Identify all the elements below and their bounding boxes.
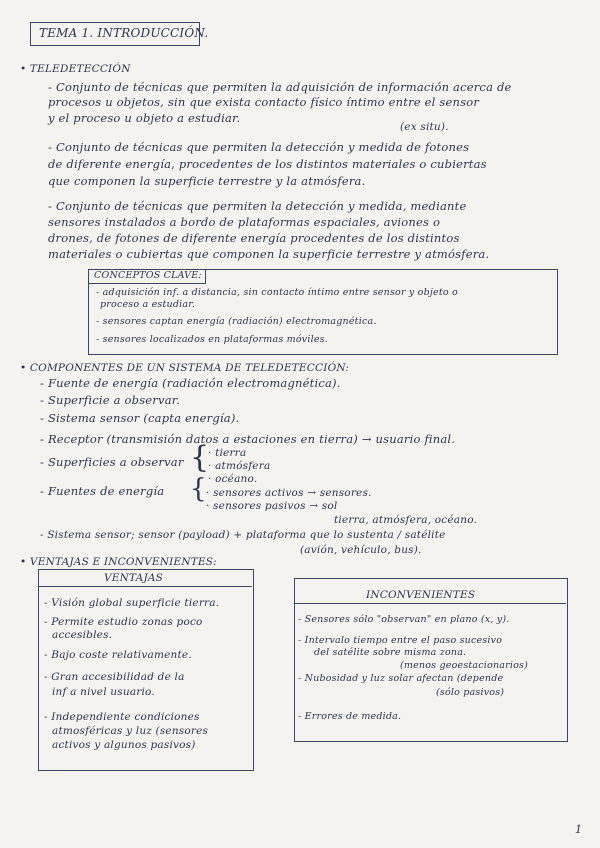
componentes-heading: • COMPONENTES DE UN SISTEMA DE TELEDETECCIÓN: bbox=[20, 362, 350, 374]
ventaja-5b: atmosféricas y luz (sensores bbox=[52, 725, 209, 737]
componente-4: - Receptor (transmisión datos a estaciones en tierra) → usuario final. bbox=[40, 432, 456, 446]
def3-line-4: materiales o cubiertas que componen la superficie terrestre y atmósfera. bbox=[48, 247, 490, 261]
sistema-line-2: (avión, vehículo, bus). bbox=[300, 544, 422, 556]
ventaja-2b: accesibles. bbox=[52, 629, 113, 641]
componente-3: - Sistema sensor (capta energía). bbox=[40, 411, 240, 425]
ventaja-2a: - Permite estudio zonas poco bbox=[44, 616, 203, 628]
title-box bbox=[30, 22, 209, 46]
concept-1b: proceso a estudiar. bbox=[100, 299, 196, 310]
inconveniente-2-note: (menos geoestacionarios) bbox=[400, 660, 529, 671]
ventaja-5c: activos y algunos pasivos) bbox=[52, 739, 196, 751]
superficie-oceano: · océano. bbox=[208, 473, 258, 485]
def1-line-1: - Conjunto de técnicas que permiten la adquisición de información acerca de bbox=[48, 80, 512, 94]
def2-line-3: que componen la superficie terrestre y la atmósfera. bbox=[48, 174, 366, 188]
superficies-label: - Superficies a observar bbox=[40, 455, 184, 469]
def1-note: (ex situ). bbox=[400, 121, 449, 133]
inconveniente-1: - Sensores sólo "observan" en plano (x, y). bbox=[298, 614, 510, 625]
superficie-tierra: · tierra bbox=[208, 447, 247, 459]
ventajas-title: VENTAJAS bbox=[104, 572, 164, 584]
superficies-brace: { bbox=[190, 440, 210, 475]
sistema-line-1: - Sistema sensor; sensor (payload) + plataforma que lo sustenta / satélite bbox=[40, 529, 446, 541]
fuente-pasivos: · sensores pasivos → sol bbox=[206, 500, 338, 512]
inconveniente-2b: del satélite sobre misma zona. bbox=[314, 647, 467, 658]
concept-1: - adquisición inf. a distancia, sin contacto íntimo entre sensor y objeto o bbox=[96, 287, 458, 298]
def2-line-1: - Conjunto de técnicas que permiten la detección y medida de fotones bbox=[48, 140, 470, 154]
inconveniente-3b: (sólo pasivos) bbox=[436, 687, 505, 698]
concept-2: - sensores captan energía (radiación) electromagnética. bbox=[96, 316, 377, 327]
ventaja-4b: inf a nivel usuario. bbox=[52, 686, 155, 698]
ventaja-1: - Visión global superficie tierra. bbox=[44, 597, 220, 609]
def1-line-2: procesos u objetos, sin que exista contacto físico íntimo entre el sensor bbox=[48, 95, 480, 109]
def2-line-2: de diferente energía, procedentes de los distintos materiales o cubiertas bbox=[48, 157, 487, 171]
def3-line-3: drones, de fotones de diferente energía procedentes de los distintos bbox=[48, 231, 460, 245]
ventajas-heading: • VENTAJAS E INCONVENIENTES: bbox=[20, 556, 217, 568]
fuente-tail: tierra, atmósfera, océano. bbox=[334, 514, 478, 526]
fuentes-brace: { bbox=[190, 474, 207, 504]
page-title: TEMA 1. INTRODUCCIÓN. bbox=[39, 26, 209, 40]
ventaja-3: - Bajo coste relativamente. bbox=[44, 649, 192, 661]
fuente-activos: · sensores activos → sensores. bbox=[206, 487, 372, 499]
superficie-atmosfera: · atmósfera bbox=[208, 460, 271, 472]
ventaja-4a: - Gran accesibilidad de la bbox=[44, 671, 185, 683]
ventajas-divider bbox=[38, 586, 252, 587]
concept-3: - sensores localizados en plataformas móviles. bbox=[96, 334, 328, 345]
page-number: 1 bbox=[575, 823, 582, 836]
inconveniente-3a: - Nubosidad y luz solar afectan (depende bbox=[298, 673, 504, 684]
inconveniente-2a: - Intervalo tiempo entre el paso sucesivo bbox=[298, 635, 503, 646]
def3-line-1: - Conjunto de técnicas que permiten la detección y medida, mediante bbox=[48, 199, 467, 213]
teledeteccion-heading: • TELEDETECCIÓN bbox=[20, 63, 131, 75]
def3-line-2: sensores instalados a bordo de plataformas espaciales, aviones o bbox=[48, 215, 441, 229]
def1-line-3: y el proceso u objeto a estudiar. bbox=[48, 111, 241, 125]
inconveniente-4: - Errores de medida. bbox=[298, 711, 402, 722]
componente-1: - Fuente de energía (radiación electromagnética). bbox=[40, 376, 341, 390]
componente-2: - Superficie a observar. bbox=[40, 393, 181, 407]
concepts-title: CONCEPTOS CLAVE: bbox=[94, 270, 202, 281]
ventaja-5a: - Independiente condiciones bbox=[44, 711, 200, 723]
fuentes-label: - Fuentes de energía bbox=[40, 484, 165, 498]
inconvenientes-title: INCONVENIENTES bbox=[366, 589, 476, 601]
inconvenientes-divider bbox=[294, 603, 566, 604]
